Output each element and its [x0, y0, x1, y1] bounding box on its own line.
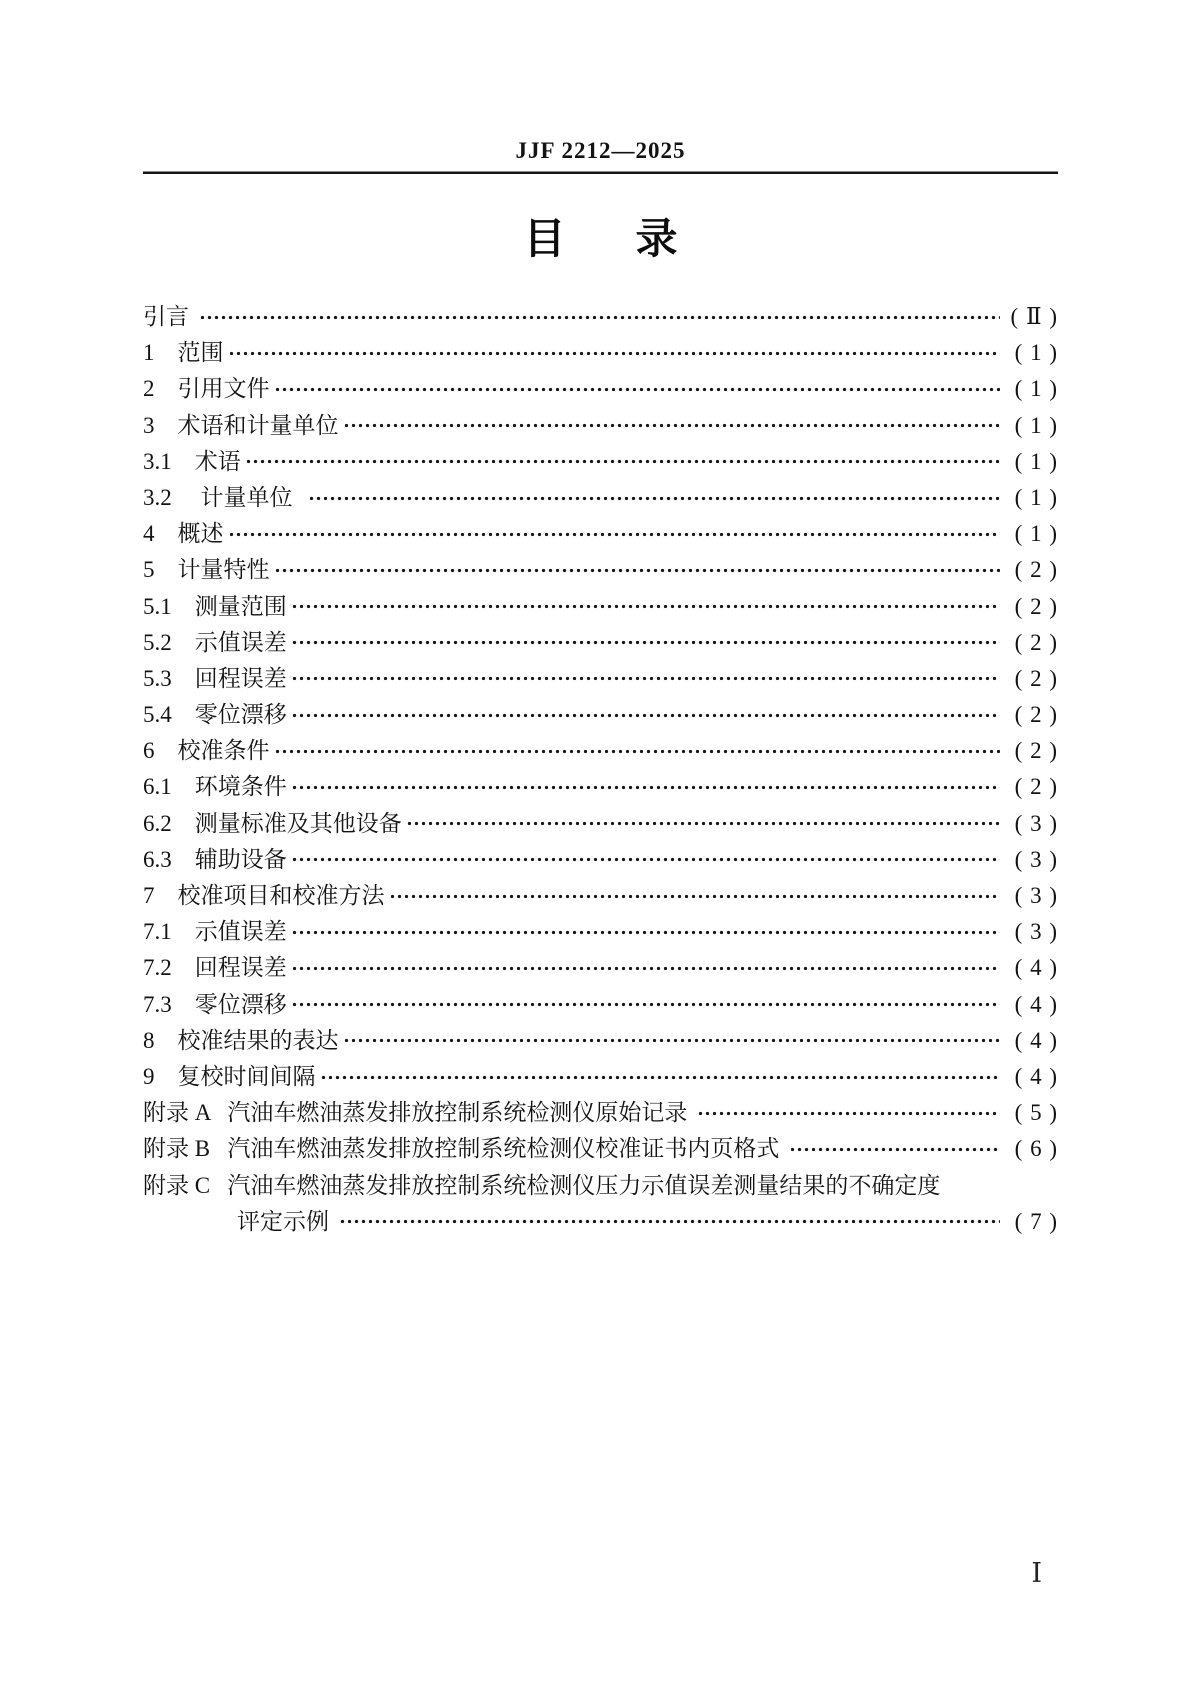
toc-entry: [143, 552, 1058, 588]
toc-entry-page: ( 4 ): [1014, 991, 1058, 1017]
toc-entry: [143, 914, 1058, 950]
toc-entry-page: ( 1 ): [1014, 376, 1058, 402]
toc-leader-dots: [228, 516, 1001, 552]
toc-leader-dots: [291, 769, 1000, 805]
toc-leader-dots: [291, 842, 1000, 878]
toc-entry: [143, 299, 1058, 335]
toc-entry-label: 7 校准项目和校准方法: [143, 883, 385, 908]
page-number: Ⅰ: [1031, 1558, 1042, 1588]
toc-entry-label: 9 复校时间间隔: [143, 1063, 316, 1089]
toc-leader-dots: [308, 480, 1000, 516]
toc-entry: [143, 769, 1058, 805]
toc-leader-dots: [339, 1204, 1000, 1240]
toc-entry-page: ( 2 ): [1014, 702, 1058, 728]
toc-leader-dots: [291, 950, 1000, 986]
toc-entry: [143, 1059, 1058, 1095]
toc-entry-label: 5.2 示值误差: [143, 629, 287, 655]
toc-entry-label: 6.3 辅助设备: [143, 846, 287, 872]
toc-entry-page: ( 3 ): [1014, 919, 1058, 945]
toc-entry-page: ( 5 ): [1014, 1100, 1058, 1126]
toc-entry: [143, 950, 1058, 986]
toc-entry: [143, 878, 1058, 914]
toc-entry-label: 引言: [143, 304, 195, 329]
toc-entry: [143, 1204, 1058, 1240]
toc-leader-dots: [291, 589, 1000, 625]
toc-entry: [143, 987, 1058, 1023]
toc-entry-label: 3.1 术语: [143, 448, 241, 474]
toc-entry-label: 5.1 测量范围: [143, 593, 287, 619]
toc-entry-page: ( 3 ): [1014, 810, 1058, 836]
toc-entry-page: ( 4 ): [1014, 1027, 1058, 1053]
toc-leader-dots: [199, 299, 1000, 335]
toc-entry-page: ( 3 ): [1014, 846, 1058, 872]
toc-entry: [143, 806, 1058, 842]
toc-entry-page: ( 1 ): [1014, 340, 1058, 366]
toc-entry-page: ( 3 ): [1014, 883, 1058, 908]
toc-entry: [143, 1168, 1058, 1204]
toc-entry-page: ( 1 ): [1014, 484, 1058, 510]
toc-entry-page: ( 4 ): [1014, 955, 1058, 981]
toc-entry-page: ( Ⅱ ): [1010, 304, 1058, 329]
toc-entry: [143, 516, 1058, 552]
toc-entry-page: ( 7 ): [1014, 1208, 1058, 1234]
header-rule: [143, 171, 1058, 174]
toc-leader-dots: [406, 806, 1000, 842]
toc-entry: [143, 625, 1058, 661]
toc-entry-label: 7.2 回程误差: [143, 955, 287, 981]
toc-entry-label: 评定示例: [237, 1208, 335, 1234]
toc-entry-page: ( 1 ): [1014, 521, 1058, 547]
toc-entry-page: ( 4 ): [1014, 1063, 1058, 1089]
toc-entry-label: 5.4 零位漂移: [143, 702, 287, 728]
toc-leader-dots: [291, 661, 1000, 697]
toc-entry: [143, 697, 1058, 733]
toc-entry: [143, 589, 1058, 625]
toc-entry-label: 7.3 零位漂移: [143, 991, 287, 1017]
toc-leader-dots: [291, 625, 1000, 661]
toc-entry: [143, 1131, 1058, 1167]
toc-entry: [143, 661, 1058, 697]
toc-leader-dots: [245, 444, 1000, 480]
toc-leader-dots: [228, 335, 1001, 371]
toc-leader-dots: [320, 1059, 1001, 1095]
toc-leader-dots: [291, 987, 1000, 1023]
toc-leader-dots: [291, 914, 1000, 950]
toc-entry-page: ( 2 ): [1014, 774, 1058, 800]
toc-leader-dots: [789, 1131, 1000, 1167]
toc-leader-dots: [274, 371, 1001, 407]
toc-entry-page: ( 2 ): [1014, 738, 1058, 764]
toc-entry: [143, 444, 1058, 480]
toc-entry-label: 4 概述: [143, 521, 224, 547]
toc-entry-page: ( 6 ): [1014, 1136, 1058, 1162]
toc-entry: [143, 733, 1058, 769]
toc-leader-dots: [389, 878, 1001, 914]
toc-leader-dots: [343, 408, 1001, 444]
toc-leader-dots: [274, 733, 1001, 769]
toc-leader-dots: [343, 1023, 1001, 1059]
toc-entry: [143, 408, 1058, 444]
toc-entry-page: ( 2 ): [1014, 629, 1058, 655]
toc-entry-label: 附录 C 汽油车燃油蒸发排放控制系统检测仪压力示值误差测量结果的不确定度: [143, 1172, 941, 1198]
toc-entry-label: 1 范围: [143, 340, 224, 366]
toc-entry: [143, 1023, 1058, 1059]
toc-title: 目 录: [523, 215, 678, 262]
toc-entry-label: 5.3 回程误差: [143, 665, 287, 691]
toc-list: [143, 299, 1058, 1240]
toc-entry-label: 2 引用文件: [143, 376, 270, 402]
toc-entry-label: 6 校准条件: [143, 738, 270, 764]
toc-entry: [143, 371, 1058, 407]
toc-entry: [143, 842, 1058, 878]
toc-entry-page: ( 2 ): [1014, 665, 1058, 691]
toc-entry-label: 7.1 示值误差: [143, 919, 287, 945]
toc-entry-label: 3.2 计量单位: [143, 484, 304, 510]
toc-entry-label: 附录 B 汽油车燃油蒸发排放控制系统检测仪校准证书内页格式: [143, 1136, 786, 1162]
toc-entry-label: 8 校准结果的表达: [143, 1027, 339, 1053]
toc-leader-dots: [291, 697, 1000, 733]
toc-entry-label: 附录 A 汽油车燃油蒸发排放控制系统检测仪原始记录: [143, 1100, 694, 1126]
toc-entry-label: 3 术语和计量单位: [143, 412, 339, 438]
toc-entry-page: ( 1 ): [1014, 412, 1058, 438]
toc-entry-page: ( 2 ): [1014, 557, 1058, 583]
toc-entry: [143, 1095, 1058, 1131]
toc-entry: [143, 335, 1058, 371]
toc-entry-page: ( 2 ): [1014, 593, 1058, 619]
toc-entry-label: 6.1 环境条件: [143, 774, 287, 800]
toc-entry-page: ( 1 ): [1014, 448, 1058, 474]
document-code: JJF 2212—2025: [515, 138, 686, 163]
toc-entry-label: 5 计量特性: [143, 557, 270, 583]
toc-leader-dots: [274, 552, 1001, 588]
toc-leader-dots: [697, 1095, 1000, 1131]
toc-entry: [143, 480, 1058, 516]
toc-entry-label: 6.2 测量标准及其他设备: [143, 810, 402, 836]
